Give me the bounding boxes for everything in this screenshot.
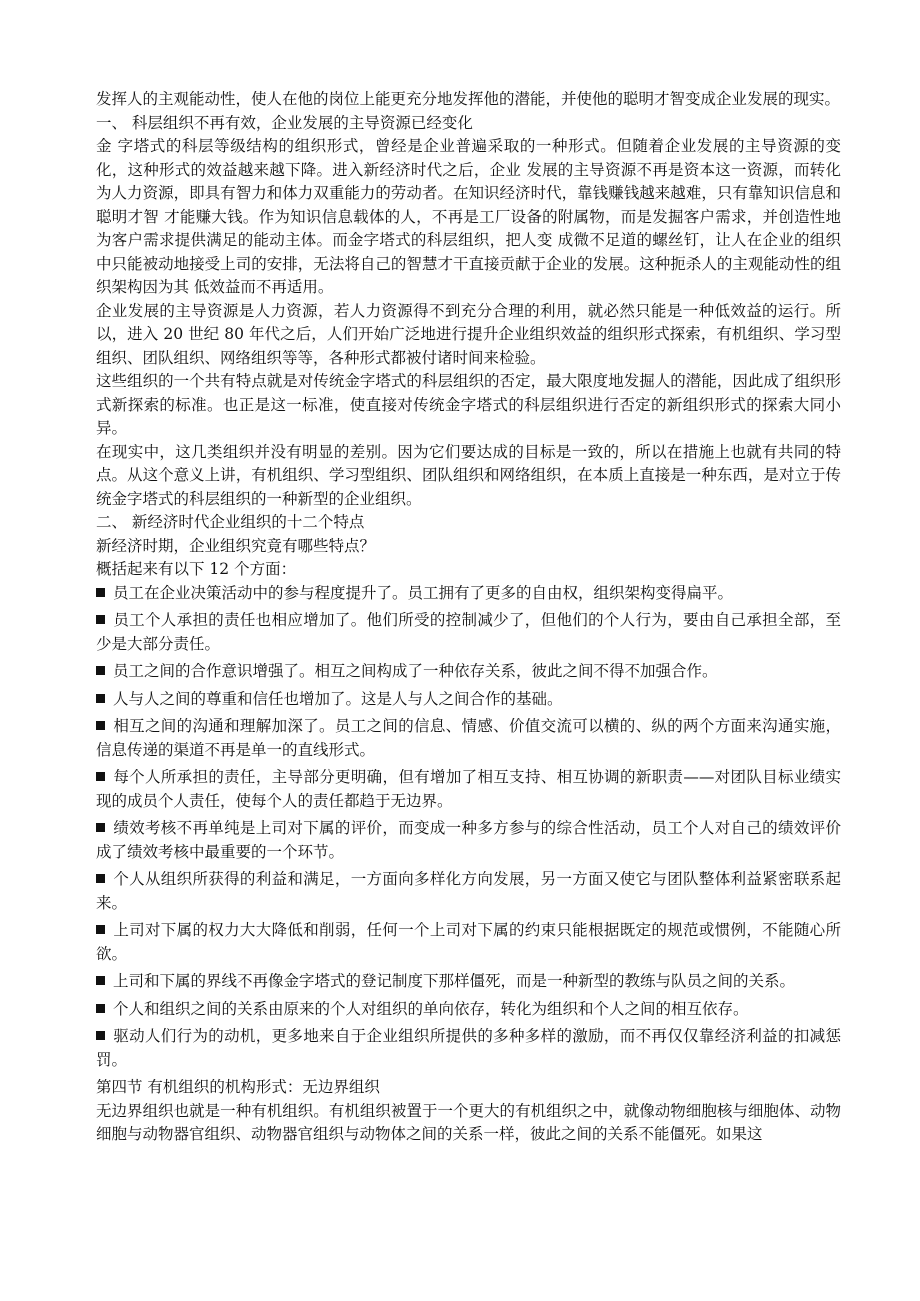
list-item-text: 个人和组织之间的关系由原来的个人对组织的单向依存，转化为组织和个人之间的相互依存。 [113, 999, 749, 1018]
list-item [96, 766, 841, 813]
list-item-text: 上司对下属的权力大大降低和削弱，任何一个上司对下属的约束只能根据既定的规范或惯例，不能随心所欲。 [96, 921, 841, 963]
square-bullet-icon [96, 666, 105, 675]
list-item-text: 个人从组织所获得的利益和满足，一方面向多样化方向发展，另一方面又使它与团队整体利益紧密联系起来。 [96, 870, 841, 912]
square-bullet-icon [96, 1004, 105, 1013]
paragraph-1: 金 字塔式的科层等级结构的组织形式，曾经是企业普遍采取的一种形式。但随着企业发展的主导资源的变化，这种形式的效益越来越下降。进入新经济时代之后，企业 发展的主导资源不再是资本这一资源，而转化为人力资源，即具有智力和体力双重能力的劳动者。在知识经济时代，靠钱赚钱越来越难，只有靠知识信息和聪明才智 才能赚大钱。作为知识信息载体的人，不再是工厂设备的附属物，而是发掘客户需求，并创造性地为客户需求提供满足的能动主体。而金字塔式的科层组织，把人变 成微不足道的螺丝钉，让人在企业的组织中只能被动地接受上司的安排，无法将自己的智慧才干直接贡献于企业的发展。这种扼杀人的主观能动性的组织架构因为其 低效益而不再适用。 [96, 137, 841, 296]
square-bullet-icon [96, 721, 105, 730]
list-item-text: 每个人所承担的责任，主导部分更明确，但有增加了相互支持、相互协调的新职责——对团队目标业绩实现的成员个人责任，使每个人的责任都趋于无边界。 [96, 768, 841, 810]
square-bullet-icon [96, 925, 105, 934]
list-item-text: 相互之间的沟通和理解加深了。员工之间的信息、情感、价值交流可以横的、纵的两个方面来沟通实施，信息传递的渠道不再是单一的直线形式。 [96, 717, 841, 759]
list-item-text: 员工之间的合作意识增强了。相互之间构成了一种依存关系，彼此之间不得不加强合作。 [113, 662, 718, 680]
list-item-text: 人与人之间的尊重和信任也增加了。这是人与人之间合作的基础。 [113, 689, 563, 708]
summary-line: 概括起来有以下 12 个方面： [96, 560, 297, 578]
list-item [96, 868, 841, 915]
list-item [96, 582, 841, 606]
feature-list [96, 582, 841, 1073]
square-bullet-icon [96, 588, 105, 597]
list-item-text: 绩效考核不再单纯是上司对下属的评价，而变成一种多方参与的综合性活动，员工个人对自己的绩效评价成了绩效考核中最重要的一个环节。 [96, 819, 841, 861]
list-item-text: 员工个人承担的责任也相应增加了。他们所受的控制减少了，但他们的个人行为，要由自己承担全部，至少是大部分责任。 [96, 611, 841, 653]
list-item [96, 688, 841, 712]
list-item [96, 970, 841, 994]
paragraph-3: 这些组织的一个共有特点就是对传统金字塔式的科层组织的否定，最大限度地发掘人的潜能，因此成了组织形式新探索的标准。也正是这一标准，使直接对传统金字塔式的科层组织进行否定的新组织形式的探索大同小异。 [96, 372, 841, 437]
list-item [96, 919, 841, 966]
final-paragraph: 无边界组织也就是一种有机组织。有机组织被置于一个更大的有机组织之中，就像动物细胞核与细胞体、动物细胞与动物器官组织、动物器官组织与动物体之间的关系一样，彼此之间的关系不能僵死。如果这 [96, 1101, 841, 1143]
list-item [96, 1025, 841, 1072]
square-bullet-icon [96, 615, 105, 624]
square-bullet-icon [96, 772, 105, 781]
document-page [96, 88, 841, 1147]
paragraph-2: 企业发展的主导资源是人力资源，若人力资源得不到充分合理的利用，就必然只能是一种低效益的运行。所以，进入 20 世纪 80 年代之后，人们开始广泛地进行提升企业组织效益的组织形式探索，有机组织、学习型组织、团队组织、网络组织等等，各种形式都被付诸时间来检验。 [96, 301, 841, 367]
paragraph-4: 在现实中，这几类组织并没有明显的差别。因为它们要达成的目标是一致的，所以在措施上也就有共同的特点。从这个意义上讲，有机组织、学习型组织、团队组织和网络组织，在本质上直接是一种东西，是对立于传统金字塔式的科层组织的一种新型的企业组织。 [96, 442, 841, 508]
list-item [96, 715, 841, 762]
heading-one: 一、 科层组织不再有效，企业发展的主导资源已经变化 [96, 113, 473, 132]
list-item-text: 员工在企业决策活动中的参与程度提升了。员工拥有了更多的自由权，组织架构变得扁平。 [113, 583, 734, 602]
question-line: 新经济时期，企业组织究竟有哪些特点？ [96, 536, 376, 555]
square-bullet-icon [96, 976, 105, 985]
square-bullet-icon [96, 1031, 105, 1040]
intro-paragraph: 发挥人的主观能动性，使人在他的岗位上能更充分地发挥他的潜能，并使他的聪明才智变成企业发展的现实。 [96, 90, 841, 108]
list-item [96, 998, 841, 1022]
list-item [96, 660, 841, 684]
square-bullet-icon [96, 823, 105, 832]
heading-two: 二、 新经济时代企业组织的十二个特点 [96, 513, 365, 531]
list-item-text: 上司和下属的界线不再像金字塔式的登记制度下那样僵死，而是一种新型的教练与队员之间的关系。 [113, 972, 796, 990]
square-bullet-icon [96, 874, 105, 883]
list-item-text: 驱动人们行为的动机，更多地来自于企业组织所提供的多种多样的激励，而不再仅仅靠经济利益的扣减惩罚。 [96, 1027, 841, 1069]
square-bullet-icon [96, 694, 105, 703]
section-title: 第四节 有机组织的机构形式：无边界组织 [96, 1078, 380, 1096]
list-item [96, 817, 841, 864]
list-item [96, 609, 841, 656]
